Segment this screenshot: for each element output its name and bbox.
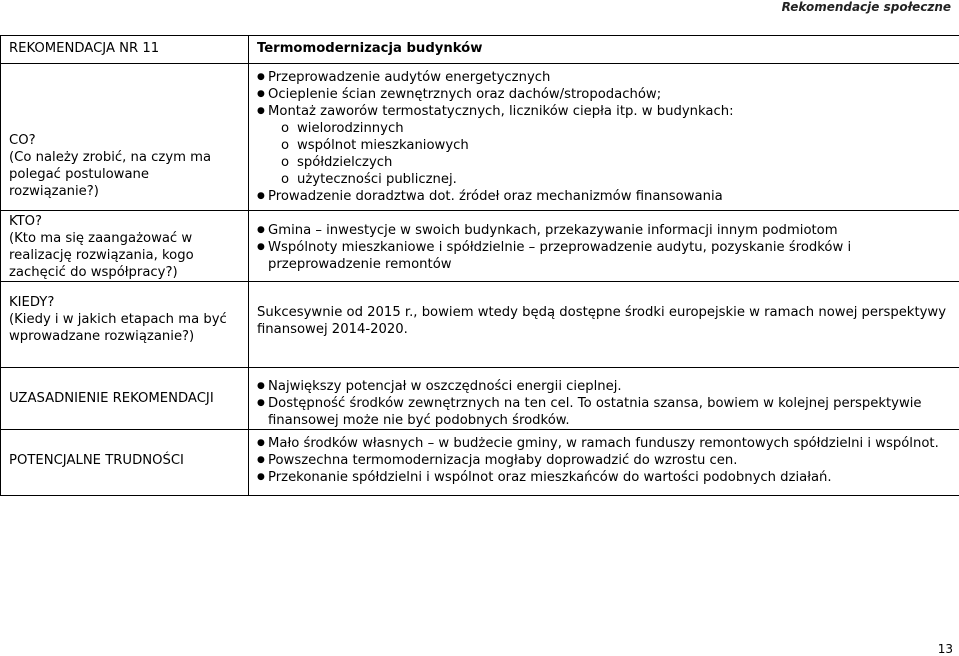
list-item: ● Przekonanie spółdzielni i wspólnot oraz mieszkańców do wartości podobnych działań. bbox=[257, 470, 832, 485]
bullet-icon: ● bbox=[257, 106, 265, 116]
table-row-kto bbox=[1, 211, 959, 282]
sub-list-item: o spółdzielczych bbox=[281, 155, 393, 170]
bullet-icon: ● bbox=[257, 225, 265, 235]
table-row-trudnosci bbox=[1, 430, 959, 496]
kto-label-line: KTO? bbox=[9, 214, 43, 229]
circle-bullet-icon: o bbox=[281, 172, 290, 187]
table-row-uzasadnienie bbox=[1, 368, 959, 430]
cell-uzasadnienie-content bbox=[249, 368, 959, 430]
table-row-kiedy bbox=[1, 282, 959, 368]
bullet-icon: ● bbox=[257, 89, 265, 99]
list-item: ● Mało środków własnych – w budżecie gminy, w ramach funduszy remontowych spółdzielni i wspólnot. bbox=[257, 436, 939, 451]
bullet-icon: ● bbox=[257, 72, 265, 82]
bullet-icon: ● bbox=[257, 398, 265, 408]
cell-kiedy-content bbox=[249, 282, 959, 368]
list-item: ● Przeprowadzenie audytów energetycznych bbox=[257, 70, 551, 85]
circle-bullet-icon: o bbox=[281, 155, 290, 170]
list-item: ● Gmina – inwestycje w swoich budynkach, przekazywanie informacji innym podmiotom bbox=[257, 223, 838, 238]
cell-co-content bbox=[249, 64, 959, 211]
sub-list-item: o wielorodzinnych bbox=[281, 121, 404, 136]
cell-kiedy-label bbox=[1, 282, 249, 368]
cell-co-label bbox=[1, 64, 249, 211]
bullet-icon: ● bbox=[257, 455, 265, 465]
circle-bullet-icon: o bbox=[281, 138, 290, 153]
circle-bullet-icon: o bbox=[281, 121, 290, 136]
recommendation-title: Termomodernizacja budynków bbox=[257, 41, 483, 56]
cell-recommendation-title bbox=[249, 36, 959, 64]
table-row-title bbox=[1, 36, 959, 64]
kto-label-line: (Kto ma się zaangażować w bbox=[9, 231, 193, 246]
list-item: ● Wspólnoty mieszkaniowe i spółdzielnie – przeprowadzenie audytu, pozyskanie środków i bbox=[257, 240, 852, 255]
list-item: ● Montaż zaworów termostatycznych, liczników ciepła itp. w budynkach: bbox=[257, 104, 734, 119]
kto-label-line: realizację rozwiązania, kogo bbox=[9, 248, 194, 263]
cell-trudnosci-label bbox=[1, 430, 249, 496]
running-header: Rekomendacje społeczne bbox=[781, 0, 951, 14]
list-item-continuation: przeprowadzenie remontów bbox=[268, 257, 452, 272]
list-item: ● Ocieplenie ścian zewnętrznych oraz dachów/stropodachów; bbox=[257, 87, 662, 102]
page-number: 13 bbox=[937, 642, 953, 656]
recommendation-number: REKOMENDACJA NR 11 bbox=[9, 41, 160, 56]
kiedy-label-line: (Kiedy i w jakich etapach ma być bbox=[9, 312, 227, 327]
list-item: ● Największy potencjał w oszczędności energii cieplnej. bbox=[257, 379, 622, 394]
cell-kto-content bbox=[249, 211, 959, 282]
co-label-line: (Co należy zrobić, na czym ma bbox=[9, 150, 212, 165]
bullet-icon: ● bbox=[257, 191, 265, 201]
kto-label-line: zachęcić do współpracy?) bbox=[9, 265, 178, 280]
cell-kto-label bbox=[1, 211, 249, 282]
list-item: ● Prowadzenie doradztwa dot. źródeł oraz mechanizmów finansowania bbox=[257, 189, 723, 204]
sub-list-item: o wspólnot mieszkaniowych bbox=[281, 138, 469, 153]
kiedy-label-line: wprowadzane rozwiązanie?) bbox=[9, 329, 195, 344]
cell-trudnosci-content bbox=[249, 430, 959, 496]
uzasadnienie-label: UZASADNIENIE REKOMENDACJI bbox=[9, 391, 214, 406]
kiedy-text-line: finansowej 2014-2020. bbox=[257, 322, 408, 337]
kiedy-label-line: KIEDY? bbox=[9, 295, 55, 310]
bullet-icon: ● bbox=[257, 472, 265, 482]
list-item-continuation: finansowej może nie być podobnych środków. bbox=[268, 413, 570, 428]
list-item: ● Dostępność środków zewnętrznych na ten cel. To ostatnia szansa, bowiem w kolejnej perspektywie bbox=[257, 396, 922, 411]
co-label-line: CO? bbox=[9, 133, 36, 148]
trudnosci-label: POTENCJALNE TRUDNOŚCI bbox=[9, 453, 184, 468]
bullet-icon: ● bbox=[257, 242, 265, 252]
co-label-line: polegać postulowane rozwiązanie?) bbox=[9, 167, 150, 199]
cell-recommendation-number bbox=[1, 36, 249, 64]
cell-uzasadnienie-label bbox=[1, 368, 249, 430]
table-row-co bbox=[1, 64, 959, 211]
kiedy-text-line: Sukcesywnie od 2015 r., bowiem wtedy będą dostępne środki europejskie w ramach nowej perspektywy bbox=[257, 305, 947, 320]
recommendation-table bbox=[0, 35, 959, 496]
bullet-icon: ● bbox=[257, 381, 265, 391]
list-item: ● Powszechna termomodernizacja mogłaby doprowadzić do wzrostu cen. bbox=[257, 453, 738, 468]
bullet-icon: ● bbox=[257, 438, 265, 448]
sub-list-item: o użyteczności publicznej. bbox=[281, 172, 457, 187]
